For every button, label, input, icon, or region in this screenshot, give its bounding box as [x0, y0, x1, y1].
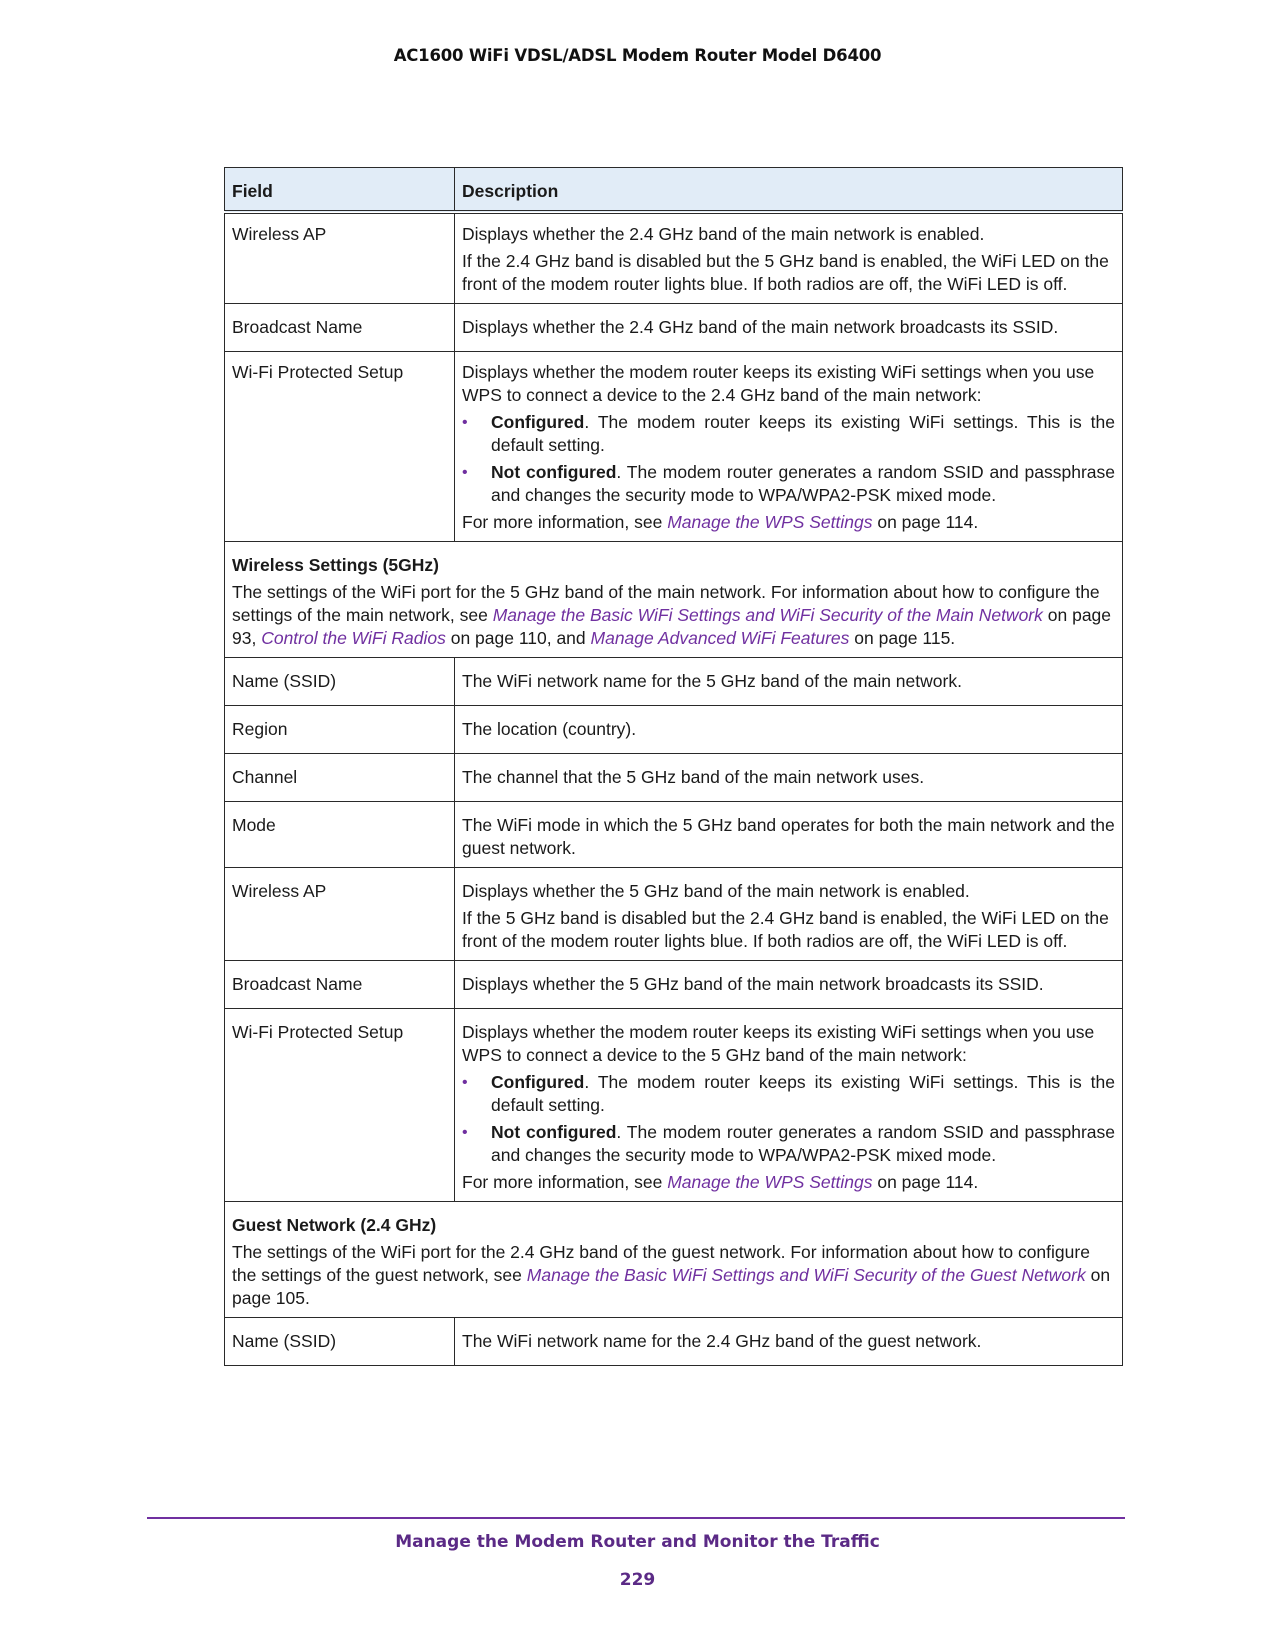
- section-text: [232, 581, 1115, 650]
- description-cell: The WiFi network name for the 2.4 GHz band of the guest network.: [455, 1318, 1123, 1366]
- bullet-term: Configured: [491, 1072, 585, 1092]
- section-text-part: on page 110, and: [445, 628, 591, 648]
- description-text: Displays whether the 2.4 GHz band of the main network is enabled.: [462, 224, 985, 244]
- field-cell: Broadcast Name: [225, 304, 455, 352]
- link-control-wifi-radios[interactable]: Control the WiFi Radios: [261, 628, 446, 648]
- description-cell: Displays whether the 2.4 GHz band of the main network broadcasts its SSID.: [455, 304, 1123, 352]
- section-cell: [225, 1202, 1123, 1318]
- bullet-item: [462, 411, 1115, 457]
- table-header-row: [225, 168, 1123, 213]
- link-manage-basic-wifi-main[interactable]: Manage the Basic WiFi Settings and WiFi Security of the Main Network: [492, 605, 1043, 625]
- bullet-term: Not configured: [491, 1122, 617, 1142]
- more-info-suffix: on page 114.: [872, 512, 979, 532]
- field-cell: Wireless AP: [225, 212, 455, 304]
- more-info: [462, 1171, 1115, 1194]
- bullet-text: . The modem router generates a random SSID and passphrase and changes the security mode to WPA/WPA2-PSK mixed mode.: [491, 1122, 1116, 1165]
- link-manage-wps-settings[interactable]: Manage the WPS Settings: [667, 1172, 873, 1192]
- description-cell: [455, 1009, 1123, 1202]
- description-text: If the 2.4 GHz band is disabled but the 5 GHz band is enabled, the WiFi LED on the front of the modem router lights blue. If both radios are off, the WiFi LED is off.: [462, 251, 1109, 294]
- bullet-list: [462, 411, 1115, 507]
- table-row: [225, 754, 1123, 802]
- description-cell: [455, 352, 1123, 542]
- description-text: Displays whether the 5 GHz band of the main network is enabled.: [462, 881, 970, 901]
- bullet-icon: •: [462, 414, 468, 431]
- bullet-icon: •: [462, 1074, 468, 1091]
- bullet-icon: •: [462, 464, 468, 481]
- page-header-title: AC1600 WiFi VDSL/ADSL Modem Router Model D6400: [393, 46, 882, 65]
- table-row: [225, 868, 1123, 961]
- link-manage-wps-settings[interactable]: Manage the WPS Settings: [667, 512, 873, 532]
- section-title: Guest Network (2.4 GHz): [232, 1215, 437, 1235]
- field-cell: Channel: [225, 754, 455, 802]
- description-cell: The WiFi network name for the 5 GHz band of the main network.: [455, 658, 1123, 706]
- table-row: [225, 706, 1123, 754]
- section-text-part: on page 93,: [232, 605, 1112, 648]
- field-cell: Wi-Fi Protected Setup: [225, 1009, 455, 1202]
- table-row: [225, 304, 1123, 352]
- field-cell: Wi-Fi Protected Setup: [225, 352, 455, 542]
- table-row: [225, 212, 1123, 304]
- field-cell: Region: [225, 706, 455, 754]
- description-text: If the 5 GHz band is disabled but the 2.4 GHz band is enabled, the WiFi LED on the front of the modem router lights blue. If both radios are off, the WiFi LED is off.: [462, 908, 1109, 951]
- bullet-item: [462, 1071, 1115, 1117]
- section-text-part: The settings of the WiFi port for the 2.4 GHz band of the guest network. For information about how to configure the settings of the guest network, see: [232, 1242, 1090, 1285]
- section-row-guest: [225, 1202, 1123, 1318]
- field-cell: Broadcast Name: [225, 961, 455, 1009]
- table-row: [225, 1318, 1123, 1366]
- description-cell: The channel that the 5 GHz band of the main network uses.: [455, 754, 1123, 802]
- bullet-text: . The modem router keeps its existing WiFi settings. This is the default setting.: [491, 1072, 1115, 1115]
- table-row: [225, 352, 1123, 542]
- description-cell: The location (country).: [455, 706, 1123, 754]
- column-header-field: Field: [225, 168, 455, 213]
- more-info-prefix: For more information, see: [462, 1172, 668, 1192]
- bullet-list: [462, 1071, 1115, 1167]
- bullet-item: [462, 1121, 1115, 1167]
- table-row: [225, 802, 1123, 868]
- bullet-text: . The modem router keeps its existing WiFi settings. This is the default setting.: [491, 412, 1115, 455]
- field-cell: Name (SSID): [225, 1318, 455, 1366]
- bullet-term: Configured: [491, 412, 585, 432]
- bullet-text: . The modem router generates a random SSID and passphrase and changes the security mode to WPA/WPA2-PSK mixed mode.: [491, 462, 1116, 505]
- section-text-part: on page 115.: [849, 628, 956, 648]
- footer-divider: [147, 1517, 1125, 1519]
- table-row: [225, 1009, 1123, 1202]
- table-row: [225, 961, 1123, 1009]
- link-manage-advanced-wifi[interactable]: Manage Advanced WiFi Features: [590, 628, 850, 648]
- description-cell: [455, 212, 1123, 304]
- section-text: [232, 1241, 1115, 1310]
- section-row-5ghz: [225, 542, 1123, 658]
- more-info-suffix: on page 114.: [872, 1172, 979, 1192]
- bullet-icon: •: [462, 1124, 468, 1141]
- description-cell: Displays whether the 5 GHz band of the main network broadcasts its SSID.: [455, 961, 1123, 1009]
- more-info-prefix: For more information, see: [462, 512, 668, 532]
- section-text-part: on page 105.: [232, 1265, 1111, 1308]
- section-title: Wireless Settings (5GHz): [232, 555, 439, 575]
- column-header-description: Description: [455, 168, 1123, 213]
- description-cell: [455, 868, 1123, 961]
- bullet-item: [462, 461, 1115, 507]
- description-cell: The WiFi mode in which the 5 GHz band operates for both the main network and the guest network.: [455, 802, 1123, 868]
- field-cell: Mode: [225, 802, 455, 868]
- field-description-table: [224, 167, 1123, 1366]
- description-text: Displays whether the modem router keeps its existing WiFi settings when you use WPS to connect a device to the 5 GHz band of the main network:: [462, 1022, 1095, 1065]
- page-number: 229: [619, 1570, 656, 1590]
- description-text: Displays whether the modem router keeps its existing WiFi settings when you use WPS to connect a device to the 2.4 GHz band of the main network:: [462, 362, 1095, 405]
- more-info: [462, 511, 1115, 534]
- section-text-part: The settings of the WiFi port for the 5 GHz band of the main network. For information about how to configure the settings of the main network, see: [232, 582, 1100, 625]
- section-cell: [225, 542, 1123, 658]
- link-manage-basic-wifi-guest[interactable]: Manage the Basic WiFi Settings and WiFi Security of the Guest Network: [526, 1265, 1086, 1285]
- field-cell: Wireless AP: [225, 868, 455, 961]
- bullet-term: Not configured: [491, 462, 617, 482]
- footer-chapter-title: Manage the Modem Router and Monitor the Traffic: [395, 1532, 880, 1552]
- field-cell: Name (SSID): [225, 658, 455, 706]
- table-row: [225, 658, 1123, 706]
